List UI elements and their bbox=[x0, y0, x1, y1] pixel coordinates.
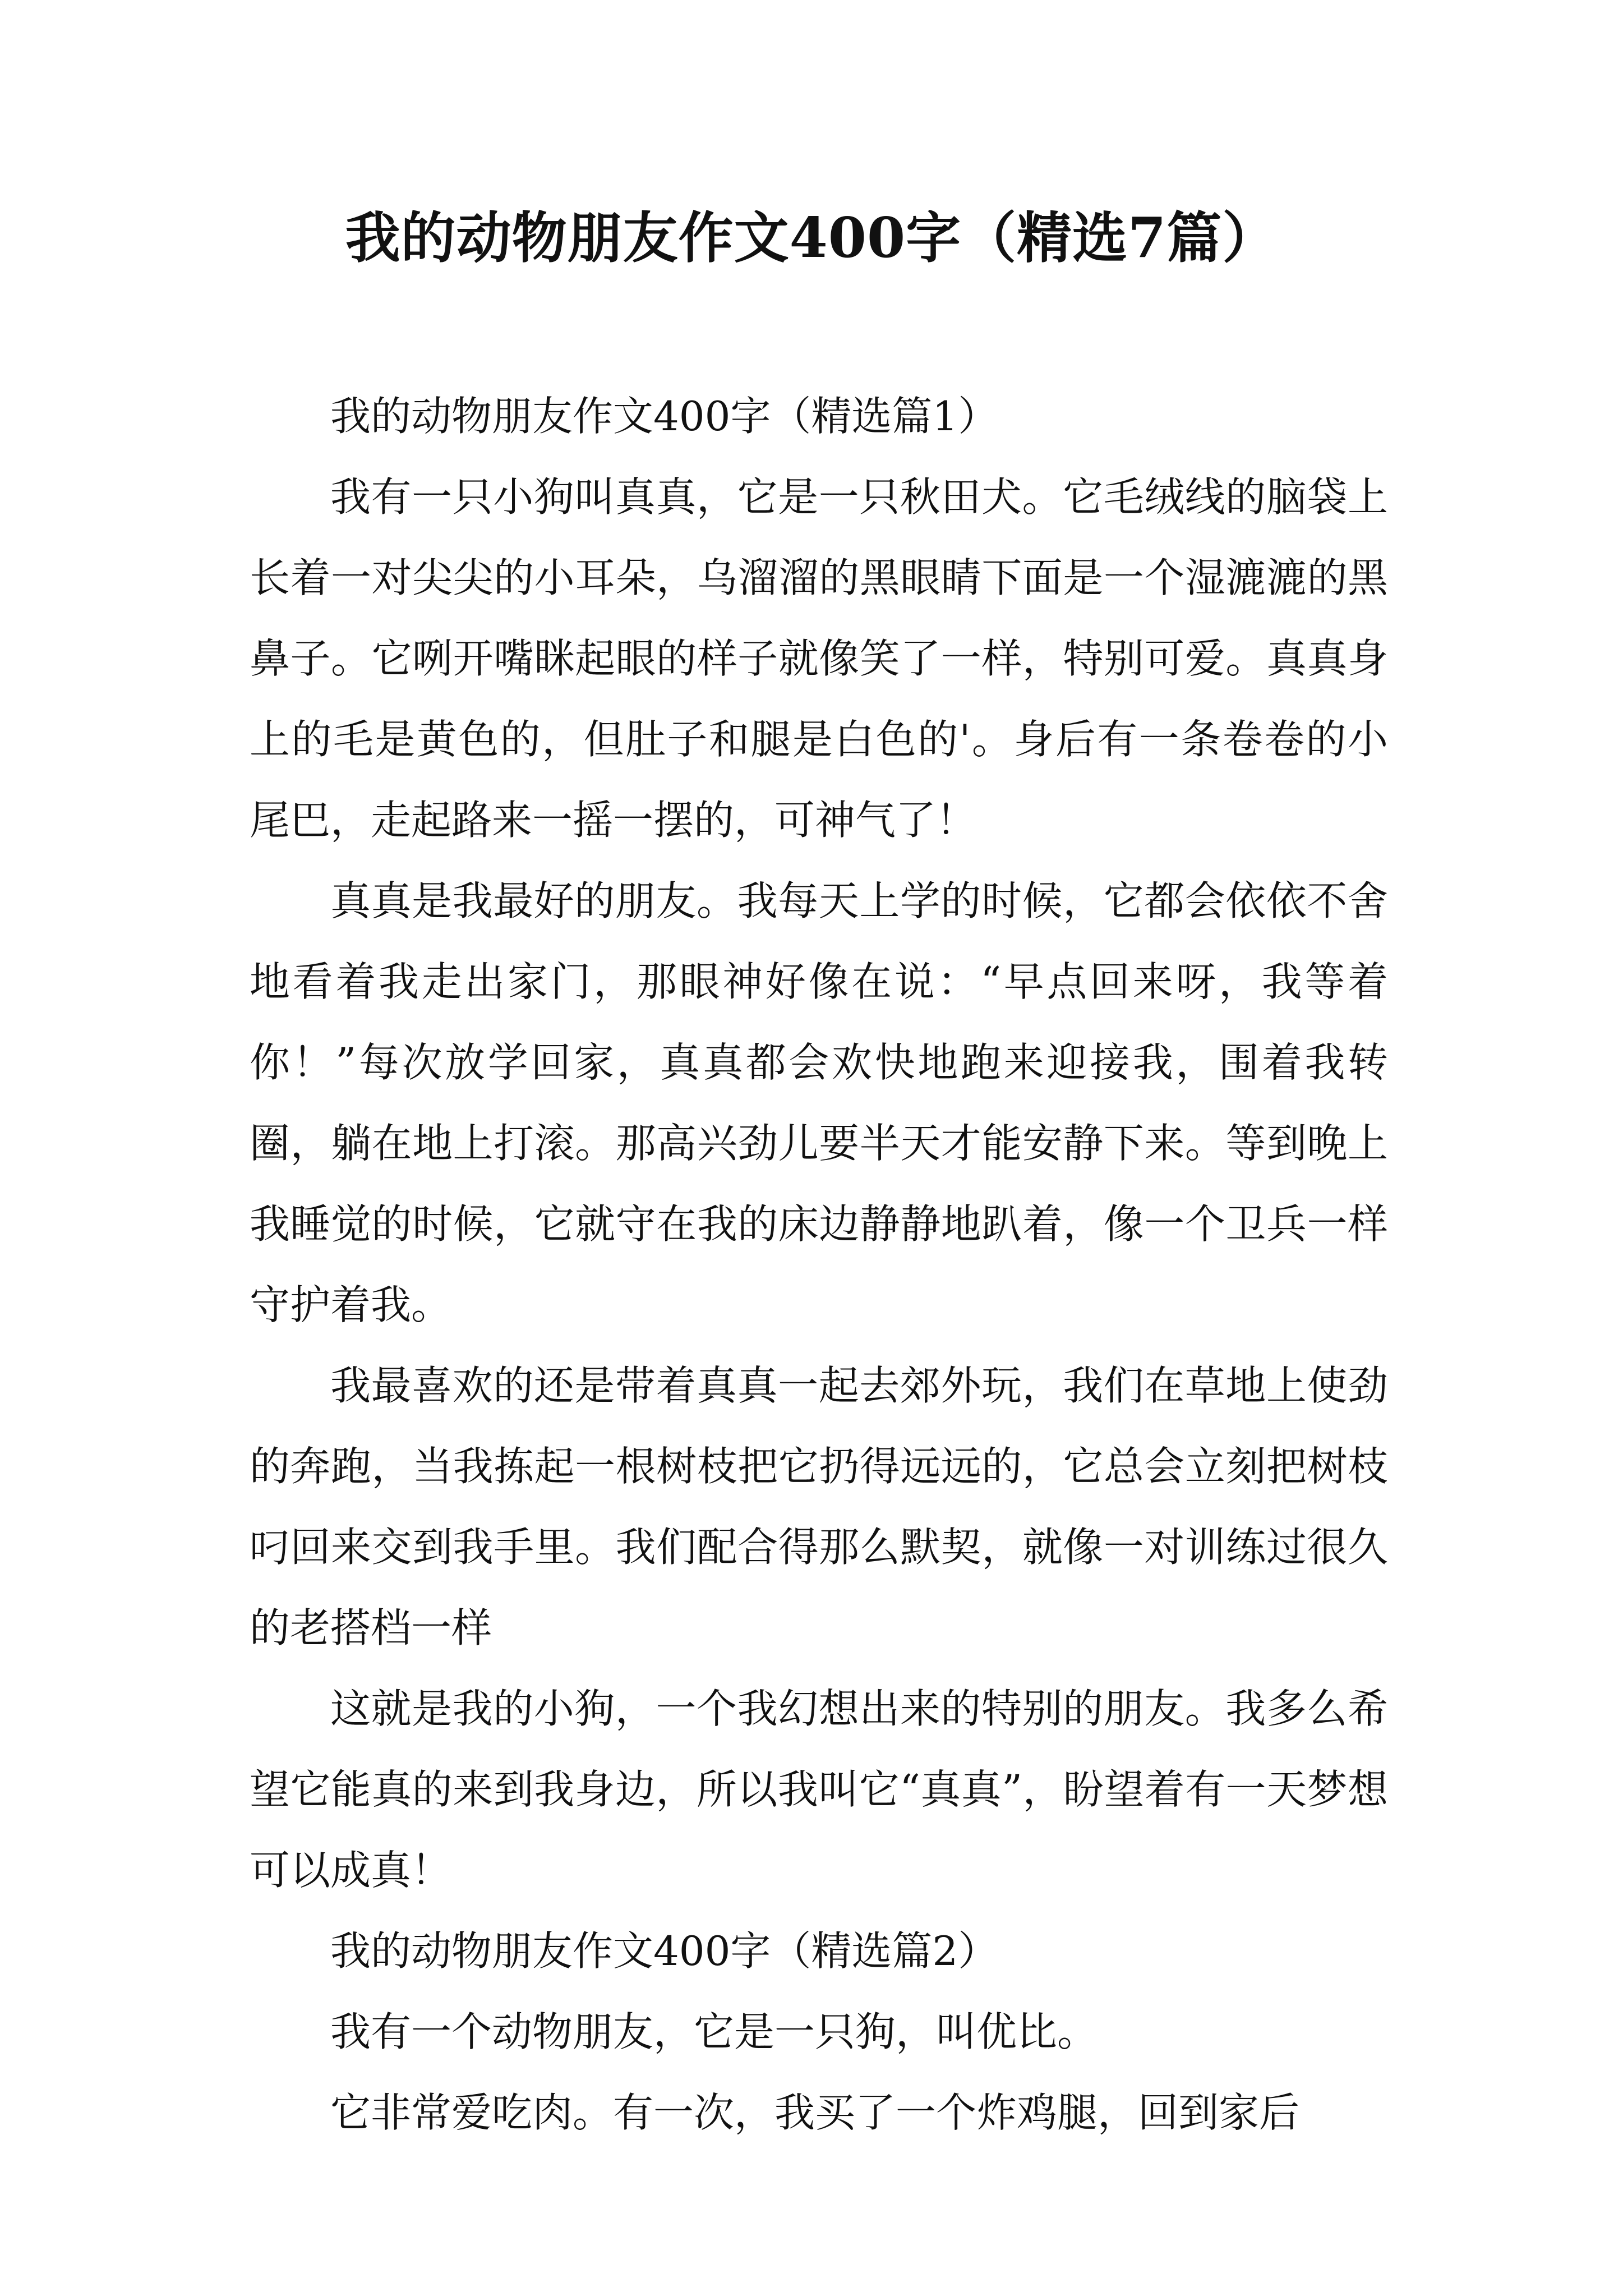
body-paragraph: 真真是我最好的朋友。我每天上学的时候，它都会依依不舍地看着我走出家门，那眼神好像在说：“早点回来呀，我等着你！”每次放学回家，真真都会欢快地跑来迎接我，围着我转圈，躺在地上打滚。那高兴劲儿要半天才能安静下来。等到晚上我睡觉的时候，它就守在我的床边静静地趴着，像一个卫兵一样守护着我。 bbox=[250, 877, 1388, 1328]
section-heading-2: 我的动物朋友作文400字（精选篇2） bbox=[330, 1927, 999, 1975]
body-paragraph: 我有一只小狗叫真真，它是一只秋田犬。它毛绒线的脑袋上长着一对尖尖的小耳朵，乌溜溜的黑眼睛下面是一个湿漉漉的黑鼻子。它咧开嘴眯起眼的样子就像笑了一样，特别可爱。真真身上的毛是黄色的，但肚子和腿是白色的'。身后有一条卷卷的小尾巴，走起路来一摇一摆的，可神气了！ bbox=[250, 473, 1388, 844]
document-title: 我的动物朋友作文400字（精选7篇） bbox=[345, 206, 1278, 270]
body-paragraph: 它非常爱吃肉。有一次，我买了一个炸鸡腿，回到家后 bbox=[330, 2089, 1300, 2136]
body-paragraph: 我有一个动物朋友，它是一只狗，叫优比。 bbox=[330, 2008, 1098, 2055]
body-paragraph: 这就是我的小狗，一个我幻想出来的特别的朋友。我多么希望它能真的来到我身边，所以我叫它“真真”，盼望着有一天梦想可以成真！ bbox=[250, 1685, 1388, 1894]
document-body bbox=[250, 376, 1388, 2153]
section-heading-1: 我的动物朋友作文400字（精选篇1） bbox=[330, 393, 999, 440]
body-paragraph: 我最喜欢的还是带着真真一起去郊外玩，我们在草地上使劲的奔跑，当我拣起一根树枝把它扔得远远的，它总会立刻把树枝叼回来交到我手里。我们配合得那么默契，就像一对训练过很久的老搭档一样 bbox=[250, 1362, 1388, 1651]
